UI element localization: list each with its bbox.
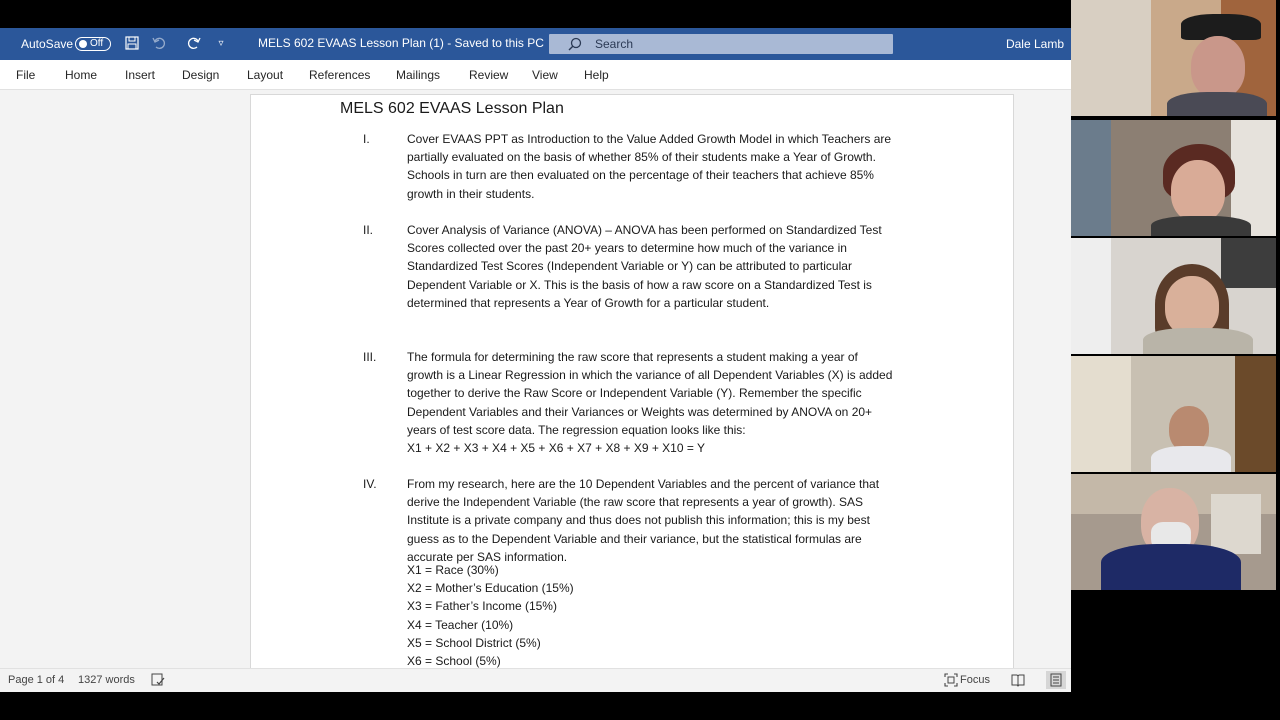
autosave-toggle[interactable] [75, 37, 111, 51]
text-line: Scores collected over the past 20+ years to determine how much of the variance in [407, 241, 847, 256]
text-line: years of test score data. The regression equation looks like this: [407, 422, 746, 437]
tab-insert[interactable]: Insert [125, 68, 156, 82]
variable-item: X4 = Teacher (10%) [407, 617, 514, 632]
background-bookshelf [1235, 356, 1276, 472]
toggle-knob [79, 40, 87, 48]
participant-video[interactable] [1071, 238, 1276, 354]
customize-icon[interactable]: ▿ [218, 38, 224, 49]
list-body [407, 348, 927, 457]
text-line: From my research, here are the 10 Dependent Variables and the percent of variance that [407, 477, 880, 491]
tab-view[interactable]: View [532, 68, 558, 82]
text-line: Dependent Variables and their Variances or Weights was determined by ANOVA on 20+ [407, 404, 873, 419]
text-line: growth in their students. [407, 186, 535, 201]
title-bar [0, 28, 1071, 60]
text-line: The formula for determining the raw score that represents a student making a year of [407, 350, 858, 364]
proofing-icon[interactable] [151, 673, 165, 690]
list-numeral: II. [363, 223, 374, 237]
background-appliance [1211, 494, 1261, 554]
ribbon-tabs [0, 60, 1071, 90]
variable-item: X6 = School (5%) [407, 654, 501, 669]
text-line: partially evaluated on the basis of whether 85% of their students make a Year of Growth. [407, 150, 876, 165]
background-door [1071, 356, 1131, 472]
participant-video[interactable] [1071, 474, 1276, 590]
participant-torso [1101, 544, 1241, 590]
bottom-black-bar [0, 692, 1280, 720]
status-bar [0, 668, 1071, 692]
variable-item: X5 = School District (5%) [407, 635, 541, 650]
word-window [0, 28, 1071, 692]
tab-design[interactable]: Design [182, 68, 220, 82]
variable-list [407, 561, 574, 670]
redo-icon[interactable] [185, 35, 203, 53]
text-line: Cover EVAAS PPT as Introduction to the Value Added Growth Model in which Teachers are [407, 132, 892, 146]
tab-home[interactable]: Home [65, 68, 98, 82]
tab-references[interactable]: References [309, 68, 371, 82]
tab-file[interactable]: File [16, 68, 36, 82]
participant-torso [1151, 446, 1231, 472]
print-layout-icon[interactable] [1046, 671, 1066, 689]
background-curtain [1071, 120, 1111, 236]
list-numeral: IV. [363, 477, 377, 491]
list-body [407, 221, 927, 312]
text-line: guess as to the Dependent Variable and their variance, but the statistical formulas are [407, 531, 862, 546]
tab-mailings[interactable]: Mailings [396, 68, 441, 82]
tab-help[interactable]: Help [584, 68, 609, 82]
background-sign [1221, 238, 1276, 288]
focus-button[interactable]: Focus [960, 674, 990, 686]
variable-item: X1 = Race (30%) [407, 563, 499, 577]
participant-video[interactable] [1071, 0, 1276, 116]
variable-item: X3 = Father’s Income (15%) [407, 599, 557, 614]
undo-icon[interactable] [150, 35, 168, 53]
search-input[interactable] [549, 34, 893, 54]
text-line: Institute is a private company and thus does not publish this information; this is my best [407, 513, 870, 528]
participant-video[interactable] [1071, 356, 1276, 472]
text-line: together to derive the Raw Score or Independent Variable (Y). Remember the specific [407, 386, 862, 401]
user-name[interactable]: Dale Lamb [1005, 37, 1064, 51]
search-icon [567, 36, 583, 52]
variable-item: X2 = Mother’s Education (15%) [407, 581, 574, 596]
regression-equation: X1 + X2 + X3 + X4 + X5 + X6 + X7 + X8 + X9 + X10 = Y [407, 441, 705, 456]
participant-torso [1151, 216, 1251, 236]
participant-face [1191, 36, 1245, 98]
text-line: derive the Independent Variable (the raw score that represents a year of growth). SAS [407, 495, 864, 510]
tab-layout[interactable]: Layout [247, 68, 284, 82]
list-numeral: I. [363, 132, 370, 146]
focus-icon[interactable] [944, 673, 958, 690]
participant-face [1165, 276, 1219, 336]
autosave-state: Off [90, 38, 104, 49]
document-page[interactable] [250, 94, 1014, 692]
document-title: MELS 602 EVAAS Lesson Plan (1) - Saved to this PC [258, 36, 544, 50]
participant-video[interactable] [1071, 120, 1276, 236]
list-numeral: III. [363, 350, 377, 364]
text-line: Dependent Variable or X. This is the basis of how a raw score on a Standardized Test is [407, 277, 872, 292]
text-line: growth is a Linear Regression in which the variance of all Dependent Variables (X) is added [407, 368, 893, 383]
text-line: determined that represents a Year of Growth for a particular student. [407, 295, 770, 310]
participant-torso [1143, 328, 1253, 354]
save-icon[interactable] [123, 35, 141, 53]
word-count[interactable]: 1327 words [78, 674, 135, 686]
page-info[interactable]: Page 1 of 4 [8, 674, 65, 686]
text-line: Schools in turn are then evaluated on the percentage of their teachers that achieve 85% [407, 168, 874, 183]
autosave-label: AutoSave [21, 37, 74, 51]
list-body [407, 130, 927, 203]
list-body [407, 475, 927, 566]
tab-review[interactable]: Review [469, 68, 509, 82]
search-placeholder: Search [595, 37, 634, 51]
text-line: Standardized Test Scores (Independent Variable or Y) can be attributed to particular [407, 259, 852, 274]
participant-face [1171, 160, 1225, 222]
participant-torso [1167, 92, 1267, 116]
text-line: accurate per SAS information. [407, 549, 568, 564]
video-panel [1071, 0, 1280, 720]
background-door [1071, 0, 1151, 116]
background-blinds [1071, 238, 1111, 354]
document-heading: MELS 602 EVAAS Lesson Plan [340, 100, 564, 117]
text-line: Cover Analysis of Variance (ANOVA) – ANOVA has been performed on Standardized Test [407, 223, 882, 237]
read-mode-icon[interactable] [1011, 673, 1025, 690]
